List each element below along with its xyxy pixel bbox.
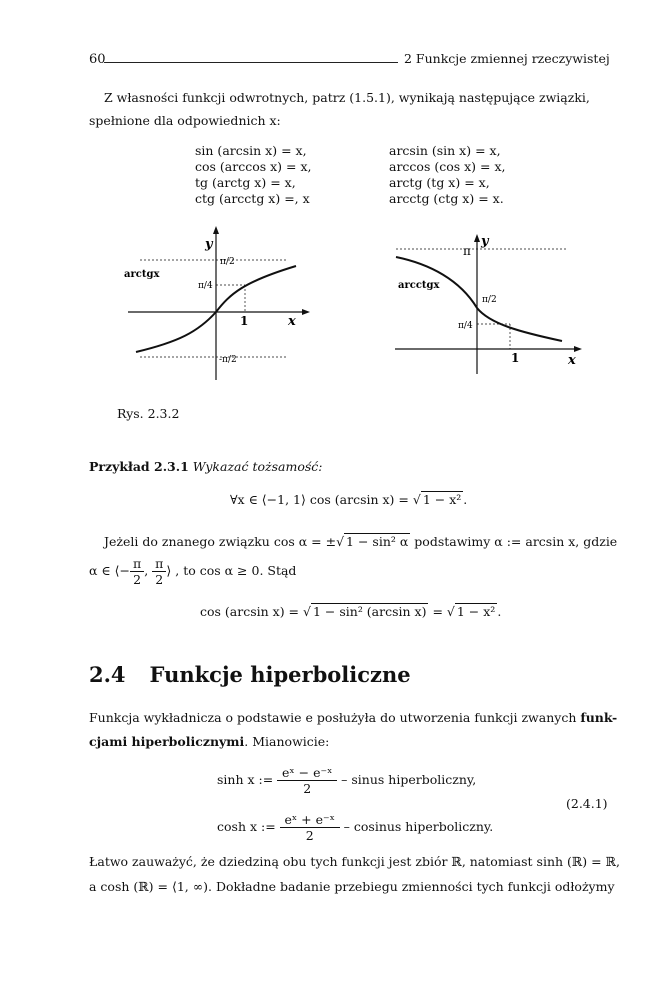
closing-line-2: a cosh (ℝ) = ⟨1, ∞). Dokładne badanie przebiegu zmienności tych funkcji odłożymy (89, 879, 615, 894)
pi-label: π (463, 244, 471, 258)
example-heading (89, 459, 322, 474)
result-radicand-1: 1 − sin² (arcsin x) (312, 604, 427, 619)
x-axis-arrow (302, 309, 310, 315)
body-line-1-bold: funk- (580, 710, 618, 725)
proof-line-2 (89, 556, 296, 587)
header-rule (104, 62, 398, 63)
pi-half-label: π/2 (220, 257, 235, 267)
identity-radicand: 1 − x² (422, 492, 462, 507)
frac-2-denominator: 2 (155, 572, 164, 587)
arcctg-label: arcctgx (398, 280, 440, 291)
y-axis-label: y (205, 237, 213, 252)
arcctg-figure (390, 228, 590, 378)
example-identity: ∀x ∈ ⟨−1, 1⟩ cos (arcsin x) = √ 1 − x² . (230, 492, 468, 507)
result-end: . (497, 604, 502, 619)
body-line-2 (89, 731, 329, 753)
proof-line-1-radicand: 1 − sin² α (346, 534, 409, 549)
proof-line-2-mid: , (144, 563, 153, 578)
figure-caption: Rys. 2.3.2 (117, 406, 180, 421)
identity-right-2: arccos (cos x) = x, (389, 159, 506, 174)
example-label: Przykład 2.3.1 (89, 459, 189, 474)
tick-one-label: 1 (240, 314, 249, 328)
example-statement: Wykazać tożsamość: (192, 459, 323, 474)
body-line-2-text: . Mianowicie: (244, 734, 330, 749)
cosh-definition (217, 812, 493, 843)
identities-right (389, 143, 506, 207)
section-number: 2.4 (89, 662, 126, 687)
identity-right-3: arctg (tg x) = x, (389, 175, 490, 190)
proof-line-2-a: α ∈ ⟨− (89, 563, 130, 578)
y-axis-label: y (481, 234, 489, 249)
cosh-lhs: cosh x := (217, 819, 276, 834)
cosh-denominator: 2 (305, 828, 314, 843)
body-line-1-text: Funkcja wykładnicza o podstawie e posłużyła do utworzenia funkcji zwanych (89, 710, 581, 725)
sinh-description: – sinus hiperboliczny, (341, 772, 477, 787)
identity-end: . (463, 492, 468, 507)
x-axis-label: x (568, 353, 576, 368)
section-title: Funkcje hiperboliczne (149, 662, 411, 687)
pi-quarter-label: π/4 (198, 281, 213, 291)
x-axis-label: x (288, 314, 296, 329)
identity-left-1: sin (arcsin x) = x, (195, 143, 307, 158)
identity-left-3: tg (arctg x) = x, (195, 175, 296, 190)
identity-left-2: cos (arccos x) = x, (195, 159, 312, 174)
section-heading (89, 662, 411, 687)
pi-quarter-label: π/4 (458, 321, 473, 331)
identities-left (195, 143, 312, 207)
minus-pi-half-label: -π/2 (219, 355, 237, 365)
sinh-definition (217, 765, 476, 796)
page-number: 60 (89, 52, 106, 67)
chapter-title: 2 Funkcje zmiennej rzeczywistej (404, 51, 610, 66)
proof-line-1-b: podstawimy α := arcsin x, gdzie (410, 534, 618, 549)
identity-lhs: ∀x ∈ ⟨−1, 1⟩ cos (arcsin x) = (230, 492, 413, 507)
cosh-description: – cosinus hiperboliczny. (343, 819, 494, 834)
closing-line-1: Łatwo zauważyć, że dziedziną obu tych funkcji jest zbiór ℝ, natomiast sinh (ℝ) = ℝ, (89, 854, 620, 869)
sinh-numerator: eˣ − e⁻ˣ (277, 765, 337, 781)
proof-line-2-b: ⟩ , to cos α ≥ 0. Stąd (166, 563, 297, 578)
proof-line-1-a: Jeżeli do znanego związku cos α = ± (104, 534, 337, 549)
sinh-denominator: 2 (303, 781, 312, 796)
body-line-2-bold: cjami hiperbolicznymi (89, 734, 245, 749)
body-line-1 (89, 707, 617, 729)
tick-one-label: 1 (511, 351, 520, 365)
proof-result: cos (arcsin x) = √ 1 − sin² (arcsin x) = √ 1 − x² . (200, 604, 502, 619)
y-axis-arrow (474, 234, 480, 242)
cosh-numerator: eˣ + e⁻ˣ (280, 812, 340, 828)
result-radicand-2: 1 − x² (456, 604, 496, 619)
sinh-lhs: sinh x := (217, 772, 274, 787)
proof-line-1: Jeżeli do znanego związku cos α = ±√ 1 − sin² α podstawimy α := arcsin x, gdzie (104, 534, 618, 549)
arctg-figure (118, 222, 318, 384)
frac-2-numerator: π (152, 556, 166, 572)
x-axis-arrow (574, 346, 582, 352)
identity-right-4: arcctg (ctg x) = x. (389, 191, 504, 206)
identity-right-1: arcsin (sin x) = x, (389, 143, 501, 158)
intro-line-2: spełnione dla odpowiednich x: (89, 113, 281, 128)
pi-half-label: π/2 (482, 295, 497, 305)
identity-left-4: ctg (arcctg x) =, x (195, 191, 310, 206)
result-lhs: cos (arcsin x) = (200, 604, 304, 619)
equation-number: (2.4.1) (566, 796, 608, 811)
y-axis-arrow (213, 226, 219, 234)
frac-1-denominator: 2 (133, 572, 142, 587)
arcctg-curve (396, 257, 562, 341)
arctg-label: arctgx (124, 269, 160, 280)
intro-line-1: Z własności funkcji odwrotnych, patrz (1.5.1), wynikają następujące związki, (104, 90, 590, 105)
result-mid: = (428, 604, 447, 619)
frac-1-numerator: π (130, 556, 144, 572)
